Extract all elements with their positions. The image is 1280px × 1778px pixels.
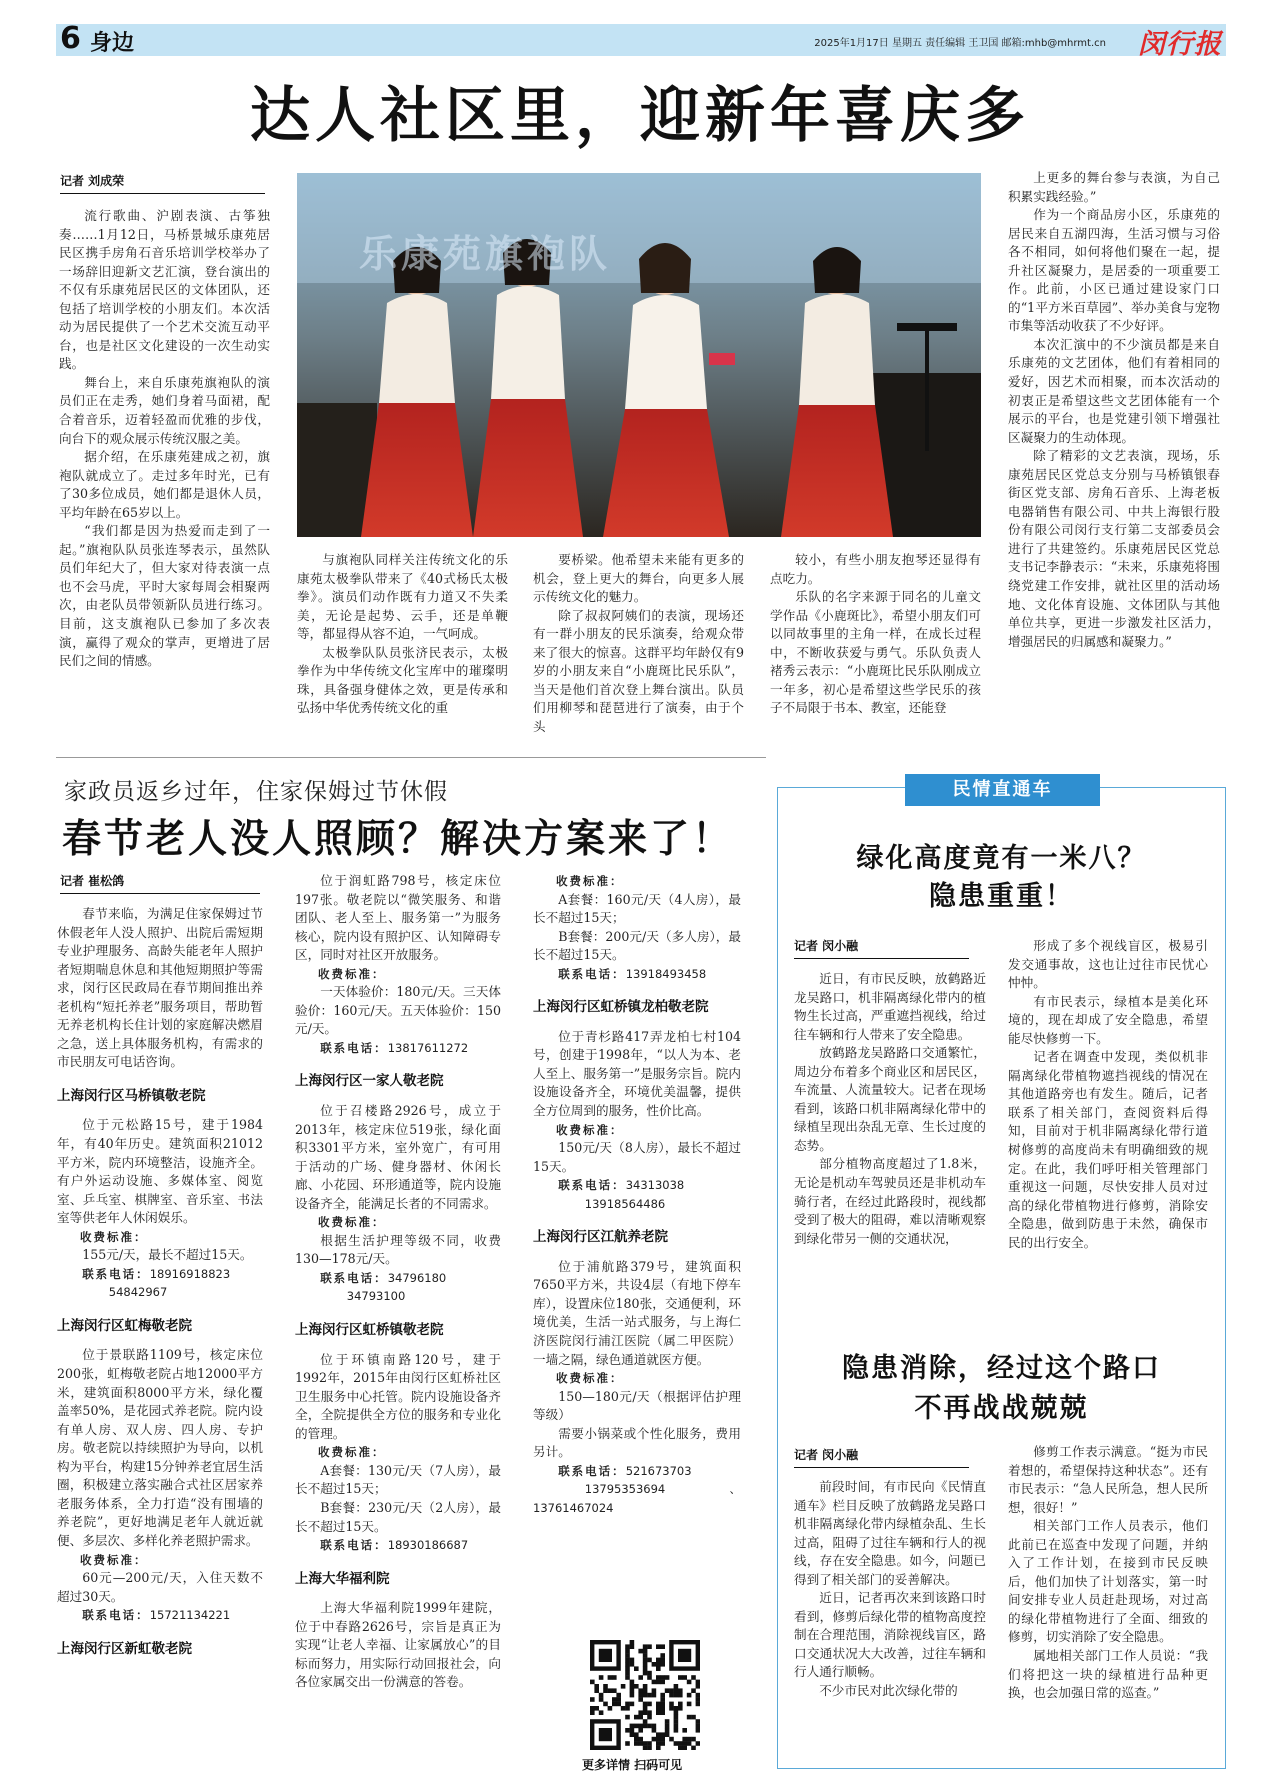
phone-label: 联系电话：: [320, 1538, 388, 1553]
sidebar-story1-column-a: [794, 970, 986, 1325]
qr-code[interactable]: [590, 1640, 700, 1750]
phone-label: 联系电话：: [82, 1266, 150, 1281]
paragraph: 近日，有市民反映，放鹤路近龙吴路口，机非隔离绿化带内的植物生长过高，严重遮挡视线，给过往车辆和行人带来了安全隐患。: [794, 971, 986, 1042]
paragraph: 放鹤路龙吴路路口交通繁忙，周边分布着多个商业区和居民区，车流量、人流量较大。记者在现场看到，该路口机非隔离绿化带中的绿植呈现出杂乱无章、生长过度的态势。: [794, 1045, 986, 1153]
phone-label: 联系电话：: [82, 1608, 150, 1623]
phone-number[interactable]: 15721134221: [149, 1608, 231, 1623]
sidebar-story1-headline-line1: 绿化高度竟有一米八？: [856, 843, 1147, 874]
fee-value: 150—180元/天（根据评估护理等级）: [533, 1388, 741, 1423]
paragraph: 据介绍，在乐康苑建成之初，旗袍队就成立了。走过多年时光，已有了30多位成员，她们都是退休人员，平均年龄在65岁以上。: [59, 449, 270, 520]
paragraph: 部分植物高度超过了1.8米，无论是机动车驾驶员还是非机动车骑行者，在经过此路段时，视线都受到了极大的阻碍，难以清晰观察到绿化带另一侧的交通状况，: [794, 1156, 986, 1246]
article1-column-4: [770, 551, 981, 741]
paragraph: 太极拳队队员张济民表示，太极拳作为中华传统文化宝库中的璀璨明珠，具备强身健体之效，更是传承和弘扬中华优秀传统文化的重: [297, 644, 508, 716]
paragraph: 较小，有些小朋友抱琴还显得有点吃力。: [770, 552, 981, 586]
phone-number[interactable]: 13918564486: [584, 1196, 666, 1211]
paragraph: 属地相关部门工作人员说：“我们将把这一块的绿植进行品种更换，也会加强日常的巡查。”: [1008, 1648, 1208, 1701]
nursing-home-description: 位于环镇南路120号，建于1992年，2015年由闵行区虹桥社区卫生服务中心托管。院内设施设备齐全，全院提供全方位的服务和专业化的管理。: [295, 1351, 501, 1441]
paragraph: 不少市民对此次绿化带的: [819, 1683, 958, 1699]
phone-line: [295, 1536, 501, 1555]
paragraph: 作为一个商品房小区，乐康苑的居民来自五湖四海，生活习惯与习俗各不相同，如何将他们聚在一起，提升社区凝聚力，是居委的一项重要工作。此前，小区已通过建设家门口的“1平方米百草园”、举办美食与宠物市集等活动收获了不少好评。: [1008, 207, 1220, 334]
phone-line: [533, 1462, 741, 1518]
article2-column-1: [57, 905, 263, 1770]
paragraph: 舞台上，来自乐康苑旗袍队的演员们正在走秀，她们身着马面裙，配合着音乐，迈着轻盈而优雅的步伐，向台下的观众展示传统汉服之美。: [59, 374, 270, 446]
nursing-home-description: 上海大华福利院1999年建院，位于中春路2626号，宗旨是真正为实现“让老人幸福、让家属放心”的目标而努力，用实际行动回报社会，向各位家属交出一份满意的答卷。: [295, 1600, 501, 1690]
fee-value: A套餐：160元/天（4人房），最长不超过15天；: [533, 891, 741, 926]
phone-line: [533, 965, 741, 984]
phone-line: [57, 1606, 263, 1625]
article2-column-2: [295, 872, 501, 1770]
newspaper-logo: 闵行报: [1138, 29, 1222, 60]
phone-number[interactable]: 13918493458: [625, 966, 707, 981]
fee-label: 收费标准：: [80, 1552, 148, 1567]
article1-column-2: [297, 551, 508, 741]
page-header: [56, 21, 1226, 60]
phone-label: 联系电话：: [320, 1040, 388, 1055]
phone-label: 联系电话：: [558, 1178, 626, 1193]
nursing-home-name: 上海闵行区马桥镇敬老院: [57, 1087, 206, 1104]
fee-value: 一天体验价：180元/天。三天体验价：160元/天。五天体验价：150元/天。: [295, 984, 501, 1037]
performance-photo: [297, 173, 981, 537]
paragraph: 近日，记者再次来到该路口时看到，修剪后绿化带的植物高度控制在合理范围，消除视线盲区，路口交通状况大大改善，过往车辆和行人通行顺畅。: [794, 1590, 986, 1680]
phone-number[interactable]: 54842967: [108, 1285, 168, 1300]
nursing-home-description: 位于景联路1109号，核定床位200张，虹梅敬老院占地12000平方米，建筑面积8000平方米，绿化覆盖率50%，是花园式养老院。院内设有单人房、双人房、四人房、专护房。敬老院以持续照护为导向，以机构为平台，构建15分钟养老宜居生活圈，积极建立落实融合式社区居家养老服务体系，全力打造“没有围墙的养老院”，更好地满足老年人就近就便、多层次、多样化养老照护需求。: [57, 1347, 263, 1548]
phone-number[interactable]: 13817611272: [387, 1040, 469, 1055]
phone-line: [57, 1265, 263, 1302]
paragraph: 修剪工作表示满意。“挺为市民着想的，希望保持这种状态”。还有市民表示：“急人民所急，想人民所想，很好！”: [1008, 1444, 1208, 1515]
phone-line: [533, 1176, 741, 1213]
article1-column-5: [1008, 169, 1220, 741]
sidebar-story1-byline: 记者 闵小融: [794, 937, 969, 959]
nursing-home-name: 上海闵行区虹桥镇敬老院: [295, 1322, 444, 1339]
paragraph: 除了叔叔阿姨们的表演，现场还有一群小朋友的民乐演奏，给观众带来了很大的惊喜。这群平均年龄仅有9岁的小朋友来自“小鹿斑比民乐队”，当天是他们首次登上舞台演出。队员们用柳琴和琵琶进行了演奏，由于个头: [533, 607, 744, 734]
article1-column-3: [533, 551, 744, 741]
sidebar-story2-headline-line2: 不再战战兢兢: [914, 1393, 1089, 1424]
fee-label: 收费标准：: [556, 1371, 624, 1386]
article2-headline: 春节老人没人照顾？解决方案来了！: [62, 817, 735, 862]
sidebar-story1-column-b: [1008, 937, 1208, 1325]
paragraph: 与旗袍队同样关注传统文化的乐康苑太极拳队带来了《40式杨氏太极拳》。演员们动作既有力道又不失柔美，无论是起势、云手，还是单鞭等，都显得从容不迫，一气呵成。: [297, 552, 508, 642]
paragraph: 流行歌曲、沪剧表演、古筝独奏……1月12日，马桥景城乐康苑居民区携手房角石音乐培训学校举办了一场辞旧迎新文艺汇演，登台演出的不仅有乐康苑居民区的文体团队，还包括了培训学校的小朋友们。本次活动为居民提供了一个艺术交流互动平台，也是社区文化建设的一次生动实践。: [59, 208, 270, 372]
paragraph: 形成了多个视线盲区，极易引发交通事故，这也让过往市民忧心忡忡。: [1008, 938, 1208, 991]
phone-number[interactable]: 18916918823: [149, 1266, 231, 1281]
paragraph: 上更多的舞台参与表演，为自己积累实践经验。”: [1008, 170, 1220, 204]
article1-column-1: [59, 207, 270, 741]
sidebar-story2-headline-line1: 隐患消除，经过这个路口: [842, 1353, 1161, 1384]
article2-kicker: 家政员返乡过年，住家保姆过节休假: [64, 779, 448, 805]
fee-label: 收费标准：: [80, 1229, 148, 1244]
fee-label: 收费标准：: [556, 1122, 624, 1137]
paragraph: 前段时间，有市民向《民情直通车》栏目反映了放鹤路龙吴路口机非隔离绿化带内绿植杂乱、生长过高，阻碍了过往车辆和行人的视线，存在安全隐患。如今，问题已得到了相关部门的妥善解决。: [794, 1479, 986, 1587]
page-number: 6: [60, 21, 81, 56]
paragraph: 有市民表示，绿植本是美化环境的，现在却成了安全隐患，希望能尽快修剪一下。: [1008, 993, 1208, 1046]
article2-byline: 记者 崔松鸽: [60, 872, 260, 894]
nursing-home-description: 位于青杉路417弄龙柏七村104号，创建于1998年，“以人为本、老人至上、服务第一”是服务宗旨。院内设施设备齐全，环境优美温馨，提供全方位周到的服务，性价比高。: [533, 1028, 741, 1119]
sidebar-story2-column-b: [1008, 1443, 1208, 1762]
phone-number[interactable]: 34313038: [625, 1178, 685, 1193]
paragraph: 记者在调查中发现，类似机非隔离绿化带植物遮挡视线的情况在其他道路旁也有发生。随后，记者联系了相关部门，查阅资料后得知，目前对于机非隔离绿化带行道树修剪的高度尚未有明确细致的规定。在此，我们呼吁相关管理部门重视这一问题，尽快安排人员对过高的绿化带植物进行修剪，消除安全隐患，做到防患于未然，确保市民的出行安全。: [1008, 1049, 1208, 1250]
phone-number[interactable]: 34796180: [387, 1270, 447, 1285]
paragraph: 相关部门工作人员表示，他们此前已在巡查中发现了问题，并纳入了工作计划，在接到市民反映后，他们加快了计划落实，第一时间安排专业人员赶赴现场，对过高的绿化带植物进行了全面、细致的修剪，切实消除了安全隐患。: [1008, 1518, 1208, 1645]
fee-label: 收费标准：: [318, 966, 386, 981]
phone-number[interactable]: 18930186687: [387, 1538, 469, 1553]
phone-line: [295, 1039, 501, 1058]
main-headline: 达人社区里，迎新年喜庆多: [250, 81, 1030, 151]
photo-banner-text: 乐康苑旗袍队: [359, 232, 612, 276]
paragraph: 要桥梁。他希望未来能有更多的机会，登上更大的舞台，向更多人展示传统文化的魅力。: [533, 552, 744, 605]
nursing-home-description: 位于元松路15号，建于1984年，有40年历史。建筑面积21012平方米，院内环境整洁，设施齐全。有户外运动设施、多媒体室、阅览室、乒乓室、棋牌室、音乐室、书法室等供老年人休闲娱乐。: [57, 1117, 263, 1226]
sidebar-story2-byline: 记者 闵小融: [794, 1446, 969, 1468]
sidebar-story1-headline-line2: 隐患重重！: [929, 881, 1074, 912]
sidebar-tab: 民情直通车: [905, 774, 1100, 806]
fee-value: 60元—200元/天，入住天数不超过30天。: [57, 1570, 263, 1604]
article2-intro: 春节来临，为满足住家保姆过节休假老年人没人照护、出院后需短期专业护理服务、高龄失能老年人照护者短期喘息休息和其他短期照护等需求，闵行区民政局在春节期间推出养老机构“短托养老”服务项目，帮助暂无养老机构长住计划的家庭解决燃眉之急，送上具体服务机构，有需求的市民朋友可电话咨询。: [57, 906, 263, 1070]
fee-value: 根据生活护理等级不同，收费130—178元/天。: [295, 1232, 501, 1267]
fee-label: 收费标准：: [556, 874, 624, 888]
paragraph: 除了精彩的文艺表演，现场，乐康苑居民区党总支分别与马桥镇银春街区党支部、房角石音乐、上海老板电器销售有限公司、中共上海银行股份有限公司闵行支行第二支部委员会进行了共建签约。乐康苑居民区党总支书记李静表示：“未来，乐康苑将围绕党建工作安排，就社区里的活动场地、文化体育设施、文体团队与其他单位共享，更进一步激发社区活力，增强居民的归属感和凝聚力。”: [1008, 448, 1220, 649]
fee-value: B套餐：200元/天（多人房），最长不超过15天。: [533, 928, 741, 963]
article1-byline: 记者 刘成荣: [60, 172, 265, 194]
paragraph: 本次汇演中的不少演员都是来自乐康苑的文艺团体，他们有着相同的爱好，因艺术而相聚，而本次活动的初衷正是希望这些文艺团体能有一个展示的平台，也是党建引领下增强社区凝聚力的生动体现。: [1008, 336, 1220, 445]
phone-line: [295, 1269, 501, 1306]
nursing-home-name: 上海闵行区一家人敬老院: [295, 1073, 444, 1090]
fee-value: 150元/天（8人房），最长不超过15天。: [533, 1140, 741, 1174]
nursing-home-name: 上海闵行区新虹敬老院: [57, 1640, 192, 1657]
nursing-home-name: 上海闵行区虹梅敬老院: [57, 1317, 192, 1334]
fee-value: 155元/天，最长不超过15天。: [82, 1247, 253, 1263]
nursing-home-description: 位于浦航路379号，建筑面积7650平方米，共设4层（有地下停车库），设置床位180张，交通便利，环境优美，生活一站式服务，与上海仁济医院闵行浦江医院（属二甲医院）一墙之隔，绿色通道就医方便。: [533, 1258, 741, 1367]
qr-caption: 更多详情 扫码可见: [582, 1758, 683, 1772]
fee-label: 收费标准：: [318, 1215, 386, 1230]
phone-label: 联系电话：: [320, 1270, 388, 1285]
phone-label: 联系电话：: [558, 1463, 626, 1478]
section-divider: [56, 757, 766, 758]
qr-code-image: [590, 1640, 700, 1750]
nursing-home-description: 位于召楼路2926号，成立于2013年，核定床位519张，绿化面积3301平方米，室外宽广，有可用于活动的广场、健身器材、休闲长廊、小花园、环形通道等，院内设施设备齐全，能满足长者的不同需求。: [295, 1103, 501, 1211]
paragraph: 乐队的名字来源于同名的儿童文学作品《小鹿斑比》，希望小朋友们可以同故事里的主角一样，在成长过程中，不断收获爱与勇气。乐队负责人褚秀云表示：“小鹿斑比民乐队刚成立一年多，初心是希望这些学民乐的孩子不局限于书本、教室，还能登: [770, 589, 981, 716]
sidebar-story2-column-a: [794, 1478, 986, 1762]
nursing-home-name: 上海闵行区江航养老院: [533, 1229, 668, 1246]
fee-value: 需要小锅菜或个性化服务，费用另计。: [533, 1425, 741, 1460]
paragraph: “我们都是因为热爱而走到了一起。”旗袍队队员张连琴表示，虽然队员们年纪大了，但大家对待表演一点也不会马虎，平时大家每周会相聚两次，由老队员带领新队员进行练习。目前，这支旗袍队已参加了多次表演，赢得了观众的掌声，更增进了居民们之间的情感。: [59, 523, 270, 669]
phone-number[interactable]: 521673703: [625, 1463, 692, 1478]
phone-number[interactable]: 13795353694、13761467024: [533, 1482, 741, 1515]
fee-value: A套餐：130元/天（7人房），最长不超过15天；: [295, 1462, 501, 1497]
nursing-home-name: 上海闵行区虹桥镇龙柏敬老院: [533, 999, 709, 1016]
fee-label: 收费标准：: [318, 1445, 386, 1460]
phone-label: 联系电话：: [558, 966, 626, 981]
section-name: 身边: [90, 31, 135, 56]
nursing-home-name: 上海大华福利院: [295, 1570, 390, 1587]
nursing-home-description: 位于润虹路798号，核定床位197张。敬老院以“微笑服务、和谐团队、老人至上、服务第一”为服务核心，院内设有照护区、认知障碍专区，同时对社区开放服务。: [295, 873, 501, 963]
issue-info: 2025年1月17日 星期五 责任编辑 王卫国 邮箱:mhb@mhrmt.cn: [814, 38, 1106, 49]
phone-number[interactable]: 34793100: [346, 1289, 406, 1304]
article2-column-3: [533, 872, 741, 1632]
fee-value: B套餐：230元/天（2人房），最长不超过15天。: [295, 1499, 501, 1534]
